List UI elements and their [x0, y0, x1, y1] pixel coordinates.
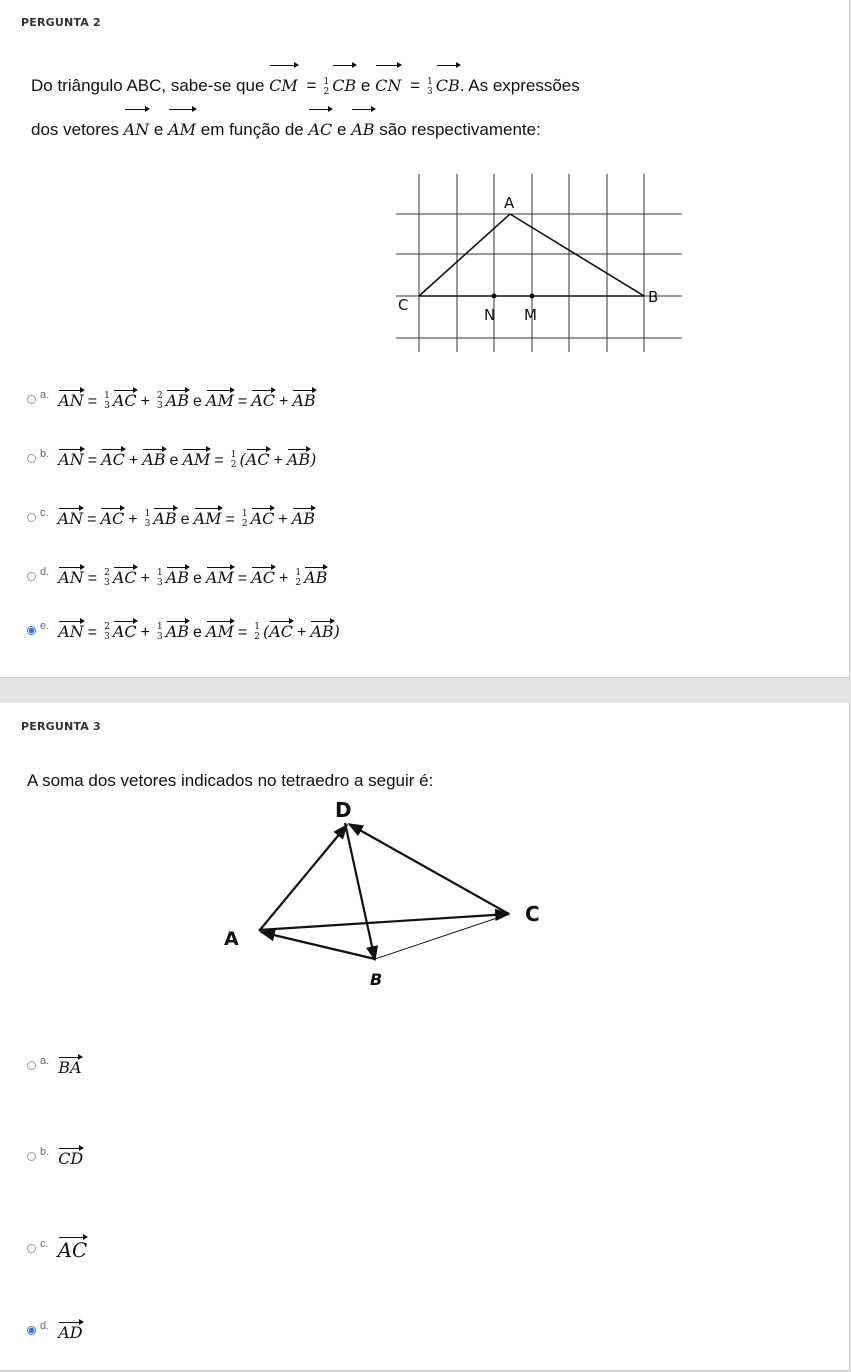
radio-button[interactable] — [27, 1152, 36, 1161]
option-text: AN = 1 3 AC + 2 3 AB e AM = AC + AB — [58, 387, 315, 412]
option-a[interactable]: a. AN = 1 3 AC + 2 3 AB e AM = AC + AB — [27, 385, 316, 413]
option-d[interactable]: d. AD — [27, 1316, 83, 1344]
question-stem: Do triângulo ABC, sabe-se que CM = 1 2 CB e CN = 1 3 CB. As expressões dos vetores AN e AM em função de AC e AB são respectivamente: — [31, 62, 580, 150]
option-a[interactable]: a. BA — [27, 1051, 82, 1079]
vector-ab: AB — [351, 106, 374, 150]
radio-button[interactable] — [27, 513, 36, 522]
vertex-c-label: C — [525, 902, 540, 926]
question-header: PERGUNTA 2 — [21, 16, 101, 29]
vector-cm: CM — [269, 62, 298, 106]
tetrahedron-figure — [215, 801, 565, 993]
point-b-label: B — [648, 288, 659, 306]
option-text: AC — [58, 1234, 88, 1262]
vector-am: AM — [168, 106, 196, 150]
fraction: 1 2 — [323, 76, 330, 97]
radio-button-selected[interactable] — [27, 1326, 36, 1335]
point-m-label: M — [524, 306, 537, 324]
vertex-d-label: D — [335, 801, 352, 822]
point-n-label: N — [484, 306, 496, 324]
point-a-label: A — [504, 194, 515, 212]
option-text: AN = 2 3 AC + 1 3 AB e AM = AC + 1 2 AB — [58, 564, 327, 589]
radio-button[interactable] — [27, 572, 36, 581]
point-c-label: C — [398, 296, 409, 314]
option-b[interactable]: b. AN = AC + AB e AM = 1 2 (AC + AB) — [27, 444, 316, 472]
radio-button[interactable] — [27, 395, 36, 404]
radio-button[interactable] — [27, 1061, 36, 1070]
option-text: AN = 2 3 AC + 1 3 AB e AM = 1 2 (AC + AB) — [58, 618, 340, 643]
vector-an: AN — [124, 106, 150, 150]
question-3-card — [0, 703, 850, 1371]
radio-button-selected[interactable] — [27, 626, 36, 635]
fraction: 1 3 — [427, 76, 433, 97]
option-b[interactable]: b. CD — [27, 1142, 83, 1170]
option-text: CD — [58, 1145, 83, 1168]
option-e[interactable]: e. AN = 2 3 AC + 1 3 AB e AM = 1 2 (AC + AB) — [27, 616, 340, 644]
question-header: PERGUNTA 3 — [21, 720, 101, 733]
vertex-a-label: A — [224, 928, 239, 950]
radio-button[interactable] — [27, 1244, 36, 1253]
vector-cb: CB — [332, 62, 356, 106]
option-text: AN = AC + AB e AM = 1 2 (AC + AB) — [58, 446, 316, 471]
option-c[interactable]: c. AN = AC + 1 3 AB e AM = 1 2 AC + AB — [27, 503, 315, 531]
vertex-b-label: B — [370, 970, 383, 989]
radio-button[interactable] — [27, 454, 36, 463]
question-2-card — [0, 0, 850, 678]
triangle-figure — [394, 170, 684, 356]
option-text: AD — [58, 1319, 82, 1342]
vector-ac: AC — [308, 106, 332, 150]
question-stem: A soma dos vetores indicados no tetraedro a seguir é: — [27, 771, 434, 790]
vector-cn: CN — [375, 62, 401, 106]
option-text: AN = AC + 1 3 AB e AM = 1 2 AC + AB — [58, 505, 315, 530]
option-text: BA — [58, 1054, 81, 1077]
vector-cb: CB — [436, 62, 460, 106]
option-d[interactable]: d. AN = 2 3 AC + 1 3 AB e AM = AC + 1 2 AB — [27, 562, 327, 590]
option-c[interactable]: c. AC — [27, 1234, 87, 1262]
